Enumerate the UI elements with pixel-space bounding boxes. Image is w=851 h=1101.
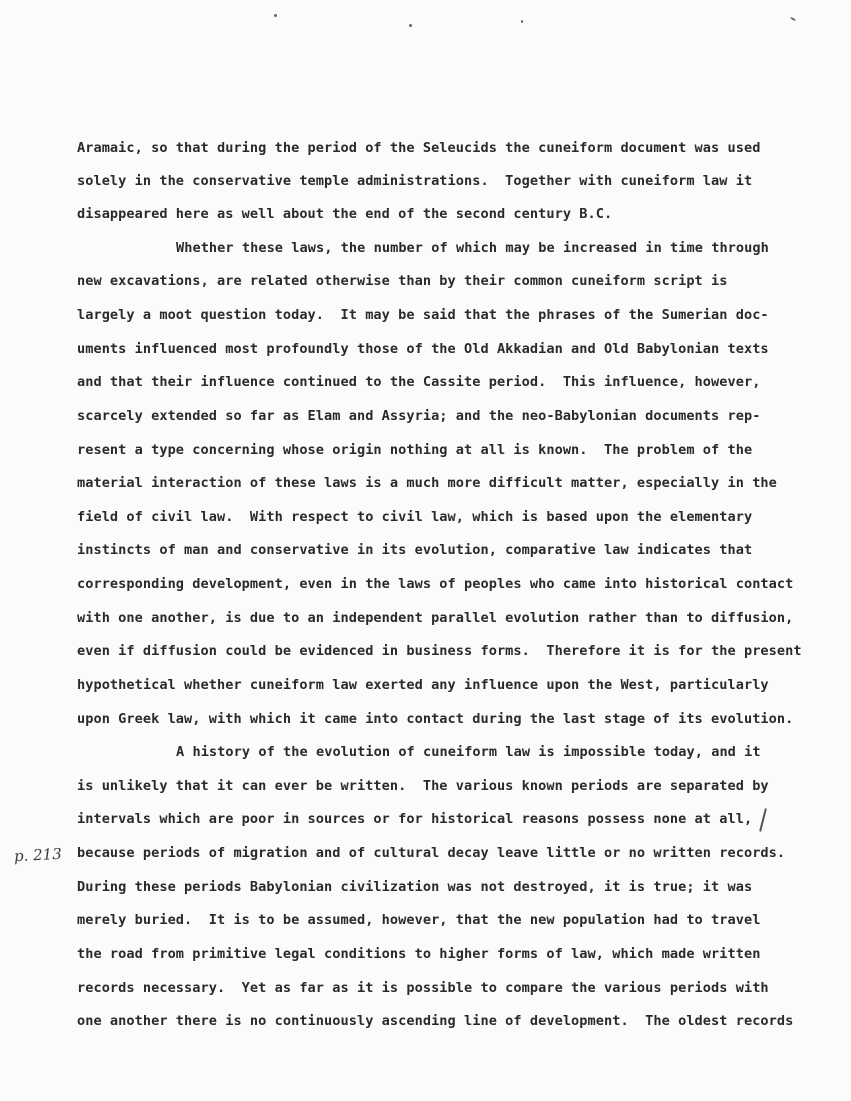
text-line: Aramaic, so that during the period of the Seleucids the cuneiform document was used: [77, 140, 761, 156]
text-line: merely buried. It is to be assumed, however, that the new population had to travel: [77, 912, 761, 928]
text-line: new excavations, are related otherwise than by their common cuneiform script is: [77, 273, 728, 289]
text-line: solely in the conservative temple administrations. Together with cuneiform law it: [77, 173, 753, 189]
pencil-page-break-mark: [759, 808, 767, 832]
text-line: During these periods Babylonian civilization was not destroyed, it is true; it was: [77, 879, 753, 895]
text-line: disappeared here as well about the end of the second century B.C.: [77, 206, 613, 222]
text-line: records necessary. Yet as far as it is possible to compare the various periods with: [77, 980, 769, 996]
text-line: scarcely extended so far as Elam and Assyria; and the neo-Babylonian documents rep-: [77, 408, 761, 424]
text-line: hypothetical whether cuneiform law exerted any influence upon the West, particularly: [77, 677, 769, 693]
paper-speck: [409, 24, 412, 27]
margin-page-note: p. 213: [13, 844, 63, 866]
paragraph-start-line: A history of the evolution of cuneiform law is impossible today, and it: [176, 744, 761, 760]
paper-speck: [274, 14, 277, 17]
paragraph-start-line: Whether these laws, the number of which may be increased in time through: [176, 240, 769, 256]
text-line: largely a moot question today. It may be said that the phrases of the Sumerian doc-: [77, 307, 769, 323]
paper-speck: [790, 17, 796, 22]
text-line: is unlikely that it can ever be written. The various known periods are separated by: [77, 778, 769, 794]
text-line: because periods of migration and of cultural decay leave little or no written records.: [77, 845, 786, 861]
paper-speck: [521, 20, 523, 23]
text-line: resent a type concerning whose origin nothing at all is known. The problem of the: [77, 442, 753, 458]
text-line: upon Greek law, with which it came into contact during the last stage of its evolution.: [77, 711, 794, 727]
text-line: one another there is no continuously ascending line of development. The oldest records: [77, 1013, 794, 1029]
text-line: corresponding development, even in the laws of peoples who came into historical contact: [77, 576, 794, 592]
text-line: intervals which are poor in sources or for historical reasons possess none at all,: [77, 811, 753, 827]
text-line: material interaction of these laws is a much more difficult matter, especially in the: [77, 475, 777, 491]
text-line: with one another, is due to an independent parallel evolution rather than to diffusion,: [77, 610, 794, 626]
text-line: and that their influence continued to the Cassite period. This influence, however,: [77, 374, 761, 390]
text-line: the road from primitive legal conditions to higher forms of law, which made written: [77, 946, 761, 962]
text-line: instincts of man and conservative in its evolution, comparative law indicates that: [77, 542, 753, 558]
text-line: even if diffusion could be evidenced in business forms. Therefore it is for the present: [77, 643, 802, 659]
text-line: field of civil law. With respect to civil law, which is based upon the elementary: [77, 509, 753, 525]
text-line: uments influenced most profoundly those of the Old Akkadian and Old Babylonian texts: [77, 341, 769, 357]
